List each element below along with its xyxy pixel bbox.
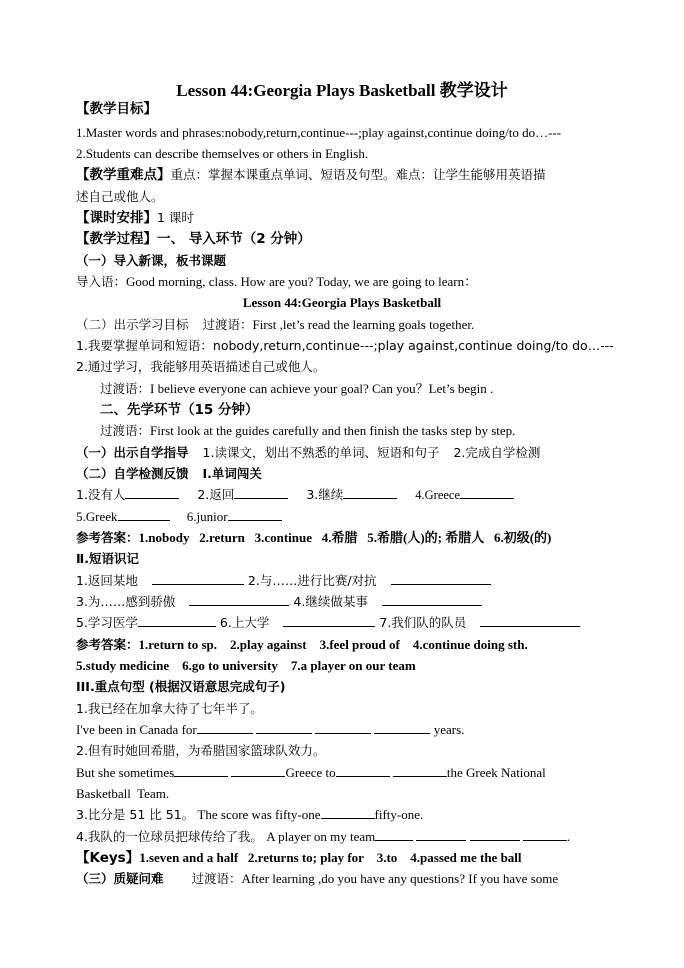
blank	[283, 614, 375, 627]
keys-label: 【Keys】	[76, 850, 140, 866]
keys-text: 1.seven and a half 2.returns to; play for 3.to 4.passed me the ball	[139, 850, 522, 865]
sentence-3-cn: 3.比分是 51 比 51。	[76, 807, 195, 822]
blank	[228, 508, 282, 521]
blank	[374, 721, 430, 734]
blank	[382, 593, 482, 606]
sentence-section-heading: III.重点句型 (根据汉语意思完成句子)	[76, 679, 286, 694]
blank	[460, 486, 514, 499]
blank	[321, 806, 375, 819]
blank	[231, 764, 285, 777]
word-item-2: 2.返回	[197, 487, 235, 502]
sentence-1-suffix: years.	[433, 722, 465, 737]
selfstudy-guide-1: 1.读课文，划出不熟悉的单词、短语和句子	[202, 445, 440, 460]
lesson-title: Lesson 44:Georgia Plays Basketball	[242, 295, 442, 310]
answer-1: 1.nobody 2.return 3.continue 4.希腊 5.希腊(人)的; 希腊人 6.初级(的)	[138, 530, 552, 545]
intro-label: 导入语：	[76, 274, 127, 289]
word-item-4: 4.Greece	[415, 488, 461, 502]
blank	[393, 764, 447, 777]
blank	[197, 721, 253, 734]
phrase-item-6: 6.上大学	[219, 615, 270, 630]
keypoints-line-1: 重点：掌握本课重点单词、短语及句型。难点：让学生能够用英语描	[170, 167, 546, 182]
questions-heading: （三）质疑问难	[76, 871, 164, 886]
sentence-4-cn: 4.我队的一位球员把球传给了我。	[76, 829, 263, 844]
phrase-item-1: 1.返回某地	[76, 573, 138, 588]
answer-2-line-1: 1.return to sp. 2.play against 3.feel proud of 4.continue doing sth.	[138, 637, 528, 652]
process-step-2: （二）出示学习目标	[76, 317, 189, 332]
blank	[315, 721, 371, 734]
schedule-heading: 【课时安排】	[76, 210, 157, 226]
sentence-3-prefix: The score was fifty-one	[197, 807, 321, 822]
intro-text: Good morning, class. How are you? Today, we are going to learn：	[126, 274, 478, 289]
blank	[470, 828, 520, 841]
blank	[336, 764, 390, 777]
keypoints-heading: 【教学重难点】	[76, 167, 171, 183]
process-heading: 【教学过程】一、 导入环节（2 分钟）	[76, 231, 311, 247]
schedule-text: 1 课时	[157, 210, 194, 225]
sentence-2-cn: 2.但有时她回希腊，为希腊国家篮球队效力。	[76, 743, 326, 758]
prestudy-transition: First look at the guides carefully and then finish the tasks step by step.	[150, 423, 516, 438]
blank	[152, 572, 244, 585]
process-step-1: （一）导入新课，板书课题	[76, 253, 227, 268]
phrase-item-2: 2.与……进行比赛/对抗	[247, 573, 377, 588]
step2-transition: First ,let’s read the learning goals together.	[252, 317, 475, 332]
word-item-1: 1.没有人	[76, 487, 126, 502]
blank	[234, 486, 288, 499]
sentence-1-prefix: I've been in Canada for	[76, 722, 197, 737]
blank	[375, 828, 413, 841]
blank	[416, 828, 466, 841]
sentence-3-suffix: fifty-one.	[374, 807, 424, 822]
word-item-3: 3.继续	[306, 487, 344, 502]
answer-2-line-2: 5.study medicine 6.go to university 7.a player on our team	[76, 658, 416, 673]
sentence-2-prefix: But she sometimes	[76, 765, 175, 780]
answer-2-label: 参考答案：	[76, 637, 139, 652]
goals-heading: 【教学目标】	[76, 101, 157, 117]
prestudy-heading: 二、先学环节（15 分钟）	[100, 402, 259, 418]
prestudy-transition-label: 过渡语：	[100, 423, 151, 438]
answer-1-label: 参考答案：	[76, 530, 139, 545]
keypoints-line-2: 述自己或他人。	[76, 189, 164, 204]
phrase-item-7: 7.我们队的队员	[379, 615, 467, 630]
blank	[174, 764, 228, 777]
word-item-6: 6.junior	[186, 509, 228, 524]
questions-transition-label: 过渡语：	[191, 871, 242, 886]
sentence-2-suffix: the Greek National	[446, 765, 546, 780]
phrase-section-heading: Ⅱ.短语识记	[76, 551, 139, 566]
transition-1-label: 过渡语：	[100, 381, 151, 396]
blank	[343, 486, 397, 499]
questions-transition: After learning ,do you have any questions? If you have some	[241, 871, 559, 886]
phrase-item-4: 4.继续做某事	[293, 594, 368, 609]
goal-cn-2: 2.通过学习，我能够用英语描述自己或他人。	[76, 359, 326, 374]
sentence-4-prefix: A player on my team	[266, 829, 376, 844]
phrase-item-3: 3.为……感到骄傲	[76, 594, 176, 609]
goals-line-2: 2.Students can describe themselves or others in English.	[76, 146, 369, 161]
blank	[523, 828, 567, 841]
word-item-5: 5.Greek	[76, 509, 118, 524]
transition-1: I believe everyone can achieve your goal? Can you？Let’s begin .	[150, 381, 494, 396]
blank	[138, 614, 216, 627]
goals-line-1: 1.Master words and phrases:nobody,return,continue---;play against,continue doing/to do…---	[76, 125, 562, 140]
step2-transition-label: 过渡语：	[202, 317, 253, 332]
sentence-2-continuation: Basketball Team.	[76, 786, 170, 801]
blank	[256, 721, 312, 734]
sentence-2-middle: Greece to	[285, 765, 336, 780]
blank	[480, 614, 580, 627]
blank	[118, 508, 170, 521]
sentence-1-cn: 1.我已经在加拿大待了七年半了。	[76, 701, 263, 716]
selfcheck-heading: （二）自学检测反馈	[76, 466, 189, 481]
blank	[189, 593, 289, 606]
blank	[391, 572, 491, 585]
goal-cn-1: 1.我要掌握单词和短语：nobody,return,continue---;play against,continue doing/to do…---	[76, 338, 614, 353]
document-title: Lesson 44:Georgia Plays Basketball 教学设计	[176, 81, 508, 100]
selfstudy-guide-2: 2.完成自学检测	[453, 445, 541, 460]
selfstudy-guide-heading: （一）出示自学指导	[76, 445, 189, 460]
word-section-heading: Ⅰ.单词闯关	[202, 466, 262, 481]
blank	[125, 486, 179, 499]
phrase-item-5: 5.学习医学	[76, 615, 138, 630]
